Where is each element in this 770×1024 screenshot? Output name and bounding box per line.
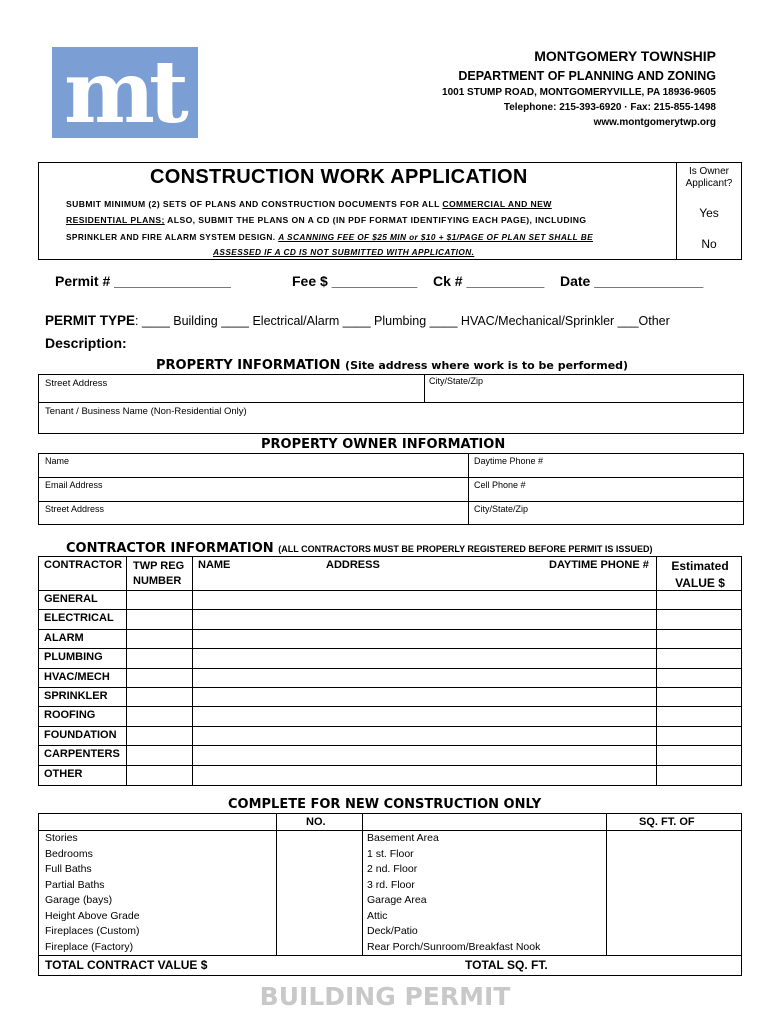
nc-col-line-2 bbox=[362, 813, 363, 955]
nc-left-row[interactable]: Fireplaces (Custom) bbox=[45, 925, 140, 937]
nc-right-row[interactable]: Rear Porch/Sunroom/Breakfast Nook bbox=[367, 940, 541, 953]
contractor-row-line bbox=[38, 745, 742, 746]
col-name: NAME bbox=[198, 559, 231, 571]
logo-mark: mt bbox=[64, 42, 183, 143]
contractor-row-label[interactable]: CARPENTERS bbox=[44, 748, 120, 761]
nc-total-line bbox=[38, 955, 742, 956]
footer-watermark: BUILDING PERMIT bbox=[259, 982, 511, 1011]
total-contract-value-label[interactable]: TOTAL CONTRACT VALUE $ bbox=[45, 958, 208, 972]
owner-applicant-question: Is Owner Applicant? bbox=[685, 166, 733, 189]
application-title: CONSTRUCTION WORK APPLICATION bbox=[150, 166, 528, 188]
contractor-row-label[interactable]: ELECTRICAL bbox=[44, 612, 114, 625]
nc-left-row[interactable]: Height Above Grade bbox=[45, 909, 140, 922]
nc-right-row[interactable]: Attic bbox=[367, 909, 388, 922]
property-info-heading: PROPERTY INFORMATION (Site address where work is to be performed) bbox=[156, 358, 629, 373]
total-sqft-label[interactable]: TOTAL SQ. FT. bbox=[465, 958, 548, 972]
owner-divider-2 bbox=[38, 501, 744, 502]
nc-left-row[interactable]: Stories bbox=[45, 832, 78, 844]
col-estimated-value: Estimated VALUE $ bbox=[671, 559, 729, 590]
contractor-row-line bbox=[38, 726, 742, 727]
instructions-line-3: SPRINKLER AND FIRE ALARM SYSTEM DESIGN. A SCANNING FEE OF $25 MIN or $10 + $1/PAGE OF PLAN SET SHALL BE bbox=[66, 232, 594, 242]
check-number-field[interactable]: Ck # __________ bbox=[433, 273, 545, 289]
nc-right-row[interactable]: 1 st. Floor bbox=[367, 847, 414, 860]
contractor-row-label[interactable]: ALARM bbox=[44, 631, 84, 644]
col-twp-reg: TWP REG NUMBER bbox=[133, 560, 185, 587]
col-no: NO. bbox=[306, 816, 326, 828]
contractor-info-heading: CONTRACTOR INFORMATION (ALL CONTRACTORS MUST BE PROPERLY REGISTERED BEFORE PERMIT IS ISSUED) bbox=[66, 541, 653, 556]
contractor-row-line bbox=[38, 706, 742, 707]
org-address: 1001 STUMP ROAD, MONTGOMERYVILLE, PA 18936-9605 bbox=[442, 87, 716, 98]
owner-divider-1 bbox=[38, 477, 744, 478]
nc-left-row[interactable]: Partial Baths bbox=[45, 878, 105, 891]
contractor-row-label[interactable]: GENERAL bbox=[44, 593, 98, 605]
nc-left-row[interactable]: Garage (bays) bbox=[45, 894, 113, 906]
org-website: www.montgomerytwp.org bbox=[593, 117, 716, 128]
org-name: MONTGOMERY TOWNSHIP bbox=[534, 48, 716, 64]
property-street-label[interactable]: Street Address bbox=[45, 378, 108, 389]
contractor-row-label[interactable]: PLUMBING bbox=[44, 651, 103, 664]
nc-right-row[interactable]: 3 rd. Floor bbox=[367, 878, 415, 891]
owner-cell-label[interactable]: Cell Phone # bbox=[474, 480, 526, 490]
nc-left-row[interactable]: Bedrooms bbox=[45, 847, 93, 860]
dept-name: DEPARTMENT OF PLANNING AND ZONING bbox=[458, 69, 716, 83]
tenant-name-label[interactable]: Tenant / Business Name (Non-Residential Only) bbox=[45, 406, 247, 417]
nc-right-row[interactable]: 2 nd. Floor bbox=[367, 863, 418, 875]
property-city-label[interactable]: City/State/Zip bbox=[429, 376, 484, 386]
description-label: Description: bbox=[45, 335, 127, 351]
property-col-divider bbox=[424, 374, 425, 402]
contractor-row-line bbox=[38, 668, 742, 669]
contractor-row-label[interactable]: HVAC/MECH bbox=[44, 670, 110, 683]
permit-number-field[interactable]: Permit # _______________ bbox=[55, 273, 231, 289]
contractor-row-line bbox=[38, 687, 742, 688]
contractor-row-label[interactable]: SPRINKLER bbox=[44, 690, 108, 702]
owner-yes-option[interactable]: Yes bbox=[699, 206, 719, 220]
col-daytime-phone: DAYTIME PHONE # bbox=[549, 559, 649, 571]
owner-email-label[interactable]: Email Address bbox=[45, 480, 103, 490]
instructions-line-4: ASSESSED IF A CD IS NOT SUBMITTED WITH APPLICATION. bbox=[213, 247, 475, 257]
org-phone: Telephone: 215-393-6920 · Fax: 215-855-1498 bbox=[503, 102, 716, 113]
nc-left-row[interactable]: Full Baths bbox=[45, 863, 92, 875]
nc-right-row[interactable]: Garage Area bbox=[367, 894, 427, 906]
nc-left-row[interactable]: Fireplace (Factory) bbox=[45, 940, 134, 953]
instructions-line-1: SUBMIT MINIMUM (2) SETS OF PLANS AND CONSTRUCTION DOCUMENTS FOR ALL COMMERCIAL AND NEW bbox=[66, 199, 552, 209]
contractor-row-label[interactable]: OTHER bbox=[44, 767, 83, 780]
property-info-box bbox=[38, 374, 744, 434]
col-sqft: SQ. FT. OF bbox=[639, 816, 695, 828]
owner-name-label[interactable]: Name bbox=[45, 456, 70, 466]
contractor-row-label[interactable]: FOUNDATION bbox=[44, 728, 117, 741]
owner-day-phone-label[interactable]: Daytime Phone # bbox=[474, 456, 544, 466]
instructions-line-2: RESIDENTIAL PLANS; ALSO, SUBMIT THE PLANS ON A CD (IN PDF FORMAT IDENTIFYING EACH PAGE), INCLUDING bbox=[66, 215, 587, 225]
owner-info-box bbox=[38, 453, 744, 525]
contractor-row-line bbox=[38, 609, 742, 610]
nc-col-line-3 bbox=[606, 813, 607, 955]
contractor-row-line bbox=[38, 765, 742, 766]
contractor-row-line bbox=[38, 648, 742, 649]
owner-col-divider bbox=[468, 453, 469, 525]
owner-info-heading: PROPERTY OWNER INFORMATION bbox=[261, 437, 506, 452]
new-construction-heading: COMPLETE FOR NEW CONSTRUCTION ONLY bbox=[228, 797, 542, 812]
permit-type-row[interactable]: PERMIT TYPE: ____ Building ____ Electrical/Alarm ____ Plumbing ____ HVAC/Mechanical/Sprinkler ___Other bbox=[45, 313, 670, 328]
property-divider bbox=[38, 402, 744, 403]
fee-field[interactable]: Fee $ ___________ bbox=[292, 273, 418, 289]
owner-street-label[interactable]: Street Address bbox=[45, 504, 105, 514]
township-logo bbox=[52, 42, 198, 143]
nc-header-line bbox=[38, 830, 742, 831]
contractor-row-label[interactable]: ROOFING bbox=[44, 709, 96, 722]
nc-right-row[interactable]: Deck/Patio bbox=[367, 925, 418, 937]
contractor-row-line bbox=[38, 590, 742, 591]
owner-no-option[interactable]: No bbox=[701, 237, 717, 251]
date-field[interactable]: Date ______________ bbox=[560, 273, 704, 289]
nc-right-row[interactable]: Basement Area bbox=[367, 832, 439, 844]
col-contractor: CONTRACTOR bbox=[44, 559, 123, 571]
owner-city-label[interactable]: City/State/Zip bbox=[474, 504, 529, 514]
nc-col-line-1 bbox=[276, 813, 277, 955]
contractor-row-line bbox=[38, 629, 742, 630]
col-address: ADDRESS bbox=[326, 559, 380, 571]
